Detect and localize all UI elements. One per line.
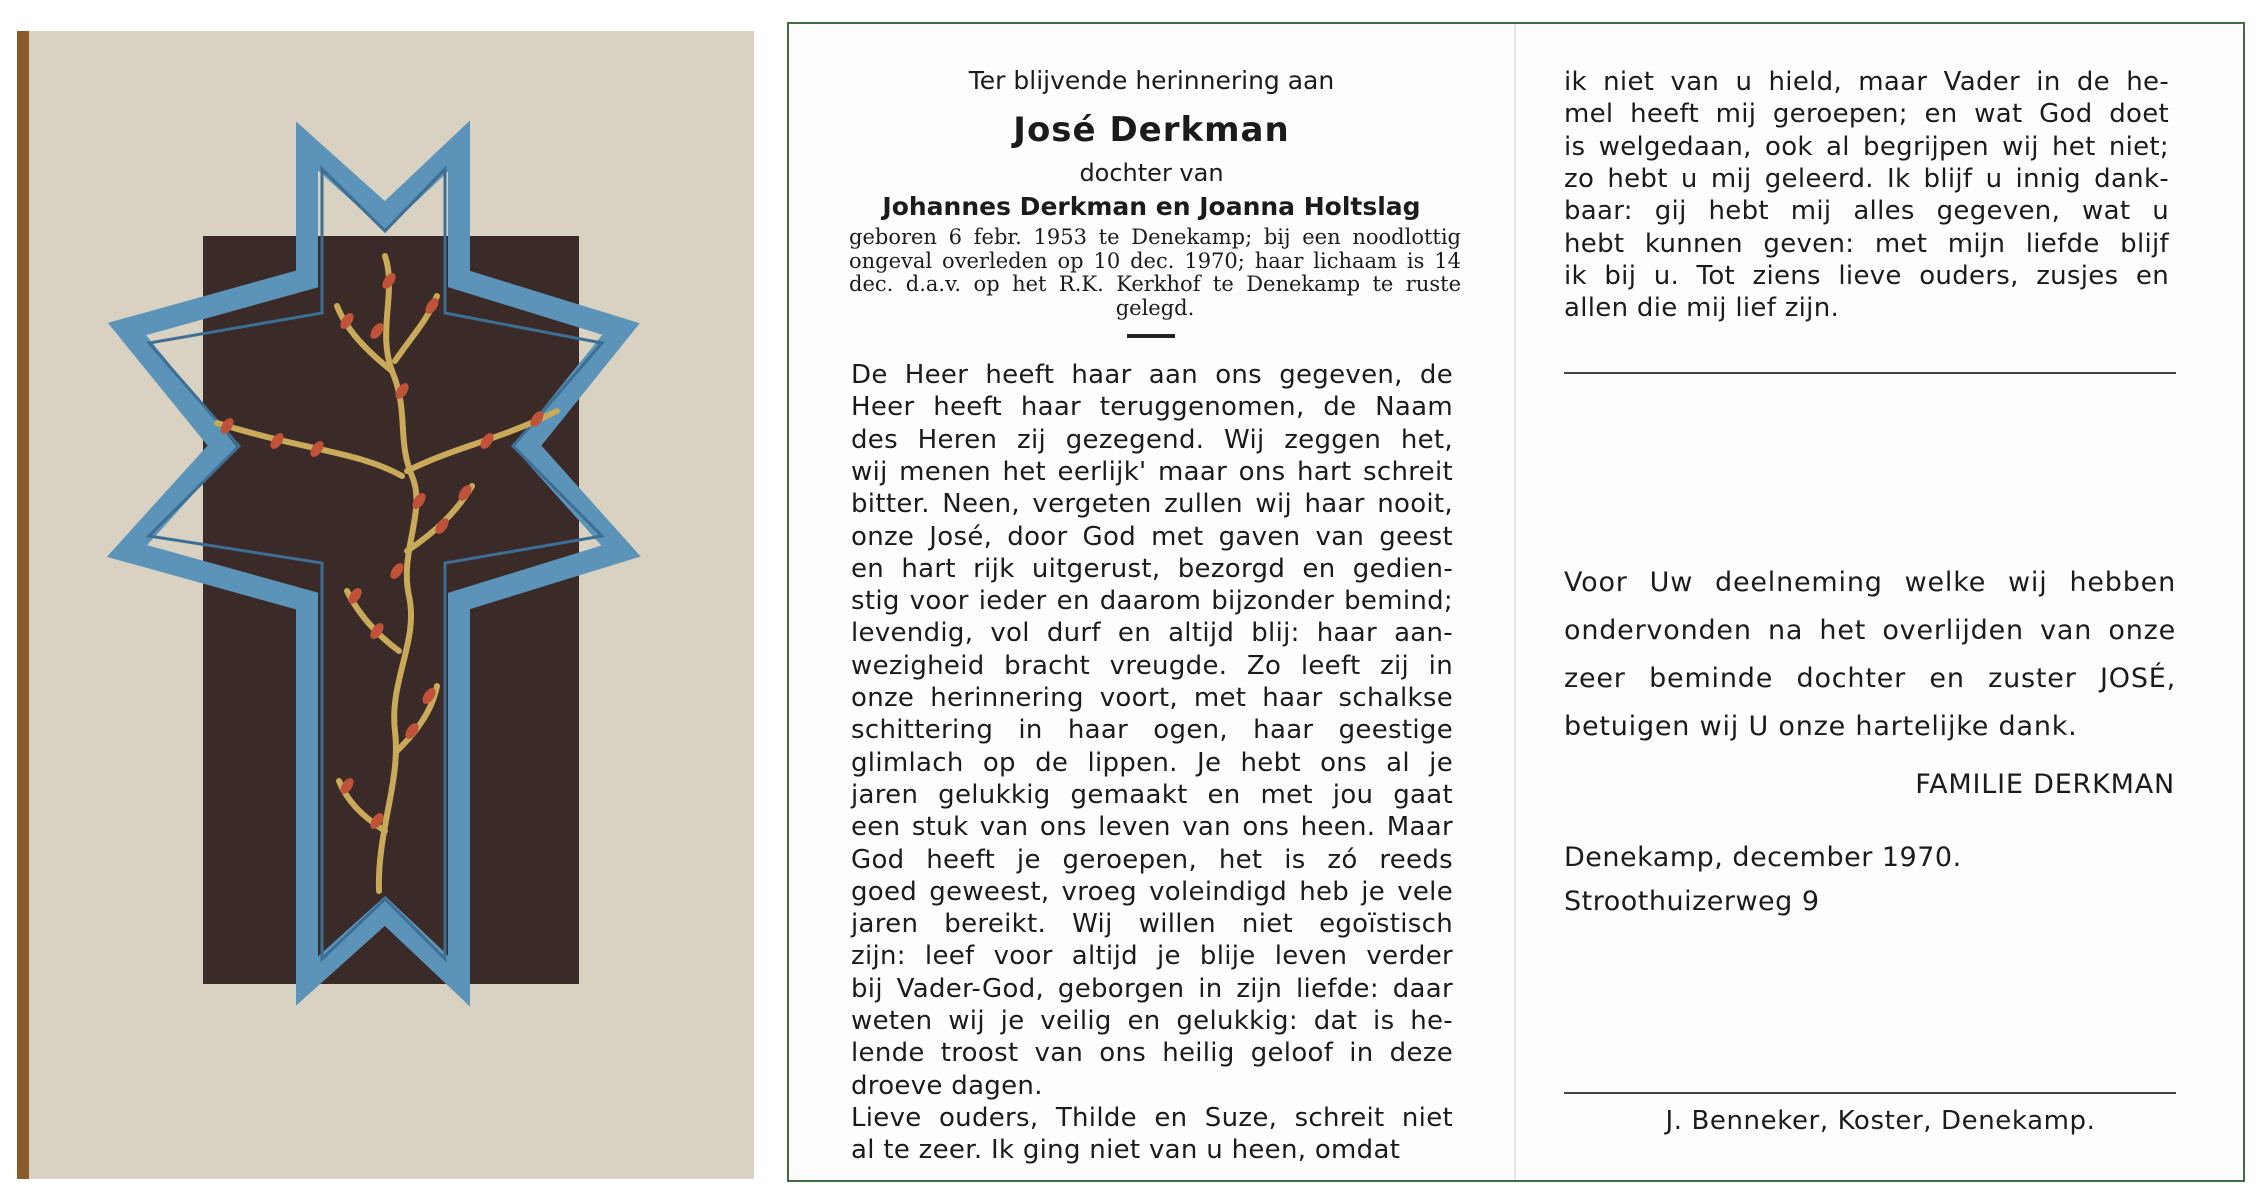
text-line: een stuk van ons leven van ons heen. Maar (851, 812, 1453, 843)
text-line: Heer heeft haar teruggenomen, de Naam (851, 392, 1453, 423)
text-line: onze herinnering voort, met haar schalkse (851, 683, 1453, 713)
text-line: des Heren zij gezegend. Wij zeggen het, (851, 424, 1453, 455)
text-line: ondervonden na het overlijden van onze (1564, 615, 2176, 646)
text-line: onze José, door God met gaven van geest (851, 521, 1453, 552)
text-line: De Heer heeft haar aan ons gegeven, de (851, 360, 1453, 390)
text-line: jaren gelukkig gemaakt en met jou gaat (851, 779, 1453, 810)
text-line: al te zeer. Ik ging niet van u heen, omdat (851, 1135, 1401, 1166)
text-line: hebt kunnen geven: met mijn liefde blijf (1564, 228, 2169, 259)
street-address: Stroothuizerweg 9 (1564, 886, 1820, 917)
divider-line (1564, 372, 2176, 374)
place-date: Denekamp, december 1970. (1564, 842, 1962, 873)
separator-dash (1127, 334, 1175, 338)
text-line: allen die mij lief zijn. (1564, 293, 1840, 324)
text-line: glimlach op de lippen. Je hebt ons al je (851, 747, 1453, 778)
text-line: mel heeft mij geroepen; en wat God doet (1564, 99, 2169, 130)
text-line: is welgedaan, ook al begrijpen wij het niet; (1564, 131, 2169, 162)
left-page (789, 24, 1514, 1180)
text-line: jaren bereikt. Wij willen niet egoïstisch (851, 909, 1453, 940)
divider-line (1564, 1092, 2176, 1094)
text-line: ik niet van u hield, maar Vader in de he- (1564, 67, 2169, 97)
text-line: wij menen het eerlijk' maar ons hart schreit (851, 456, 1453, 487)
text-line: levendig, vol durf en altijd blij: haar aan- (851, 618, 1453, 649)
text-line: bij Vader-God, geborgen in zijn liefde: daar (851, 973, 1453, 1004)
front-card-artwork (17, 31, 754, 1179)
right-page (1516, 24, 2245, 1180)
text-line: baar: gij hebt mij alles gegeven, wat u (1564, 196, 2169, 227)
text-line: schittering in haar ogen, haar geestige (851, 715, 1453, 746)
text-line: goed geweest, vroeg voleindigd heb je vele (851, 876, 1453, 907)
text-line: ik bij u. Tot ziens lieve ouders, zusjes en (1564, 260, 2169, 291)
text-line: betuigen wij U onze hartelijke dank. (1564, 711, 2078, 742)
memorial-card-spread (787, 22, 2245, 1182)
intro-line: Ter blijvende herinnering aan (968, 66, 1335, 95)
biography-text: geboren 6 febr. 1953 te Denekamp; bij een noodlottig ongeval overleden op 10 dec. 1970; haar lichaam is 14 dec. d.a.v. op het R.K. Kerkhof te Denekamp te ruste gelegd. (849, 225, 1461, 320)
family-signature: FAMILIE DERKMAN (1915, 769, 2175, 800)
text-line: bitter. Neen, vergeten zullen wij haar nooit, (851, 489, 1453, 520)
text-line: droeve dagen. (851, 1070, 1043, 1101)
text-line: zeer beminde dochter en zuster JOSÉ, (1564, 663, 2176, 694)
text-line: zijn: leef voor altijd je blije leven verder (851, 941, 1453, 972)
text-line: en hart rijk uitgerust, bezorgd en gedien- (851, 553, 1453, 584)
text-line: wezigheid bracht vreugde. Zo leeft zij in (851, 650, 1453, 681)
text-line: stig voor ieder en daarom bijzonder bemind; (851, 586, 1453, 617)
card-spine-edge (17, 31, 29, 1179)
printer-credit: J. Benneker, Koster, Denekamp. (1665, 1106, 2096, 1136)
dark-panel (203, 236, 579, 984)
text-line: lende troost van ons heilig geloof in deze (851, 1038, 1453, 1069)
text-line: Voor Uw deelneming welke wij hebben (1564, 567, 2176, 598)
text-line: Lieve ouders, Thilde en Suze, schreit niet (851, 1102, 1453, 1133)
text-line: God heeft je geroepen, het is zó reeds (851, 844, 1453, 875)
deceased-name: José Derkman (1013, 110, 1290, 150)
text-line: weten wij je veilig en gelukkig: dat is he- (851, 1006, 1453, 1036)
daughter-of-line: dochter van (1079, 159, 1224, 187)
parents-names: Johannes Derkman en Joanna Holtslag (882, 192, 1421, 221)
text-line: zo hebt u mij geleerd. Ik blijf u innig dank- (1564, 163, 2169, 194)
front-card (17, 31, 754, 1179)
